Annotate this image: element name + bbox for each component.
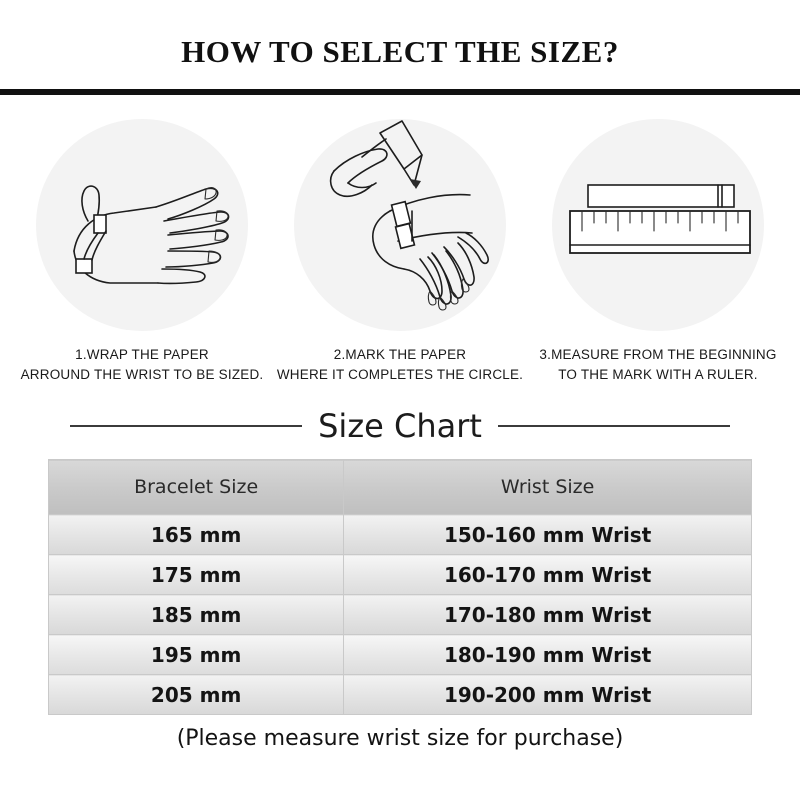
header xyxy=(0,0,800,95)
cell-bracelet-size: 195 mm xyxy=(49,635,344,675)
step-3 xyxy=(532,119,784,385)
hand-with-pen-marking-icon xyxy=(294,119,506,331)
steps-row xyxy=(0,95,800,385)
size-chart-table xyxy=(48,459,752,715)
cell-bracelet-size: 165 mm xyxy=(49,515,344,555)
hand-with-paper-strip-icon xyxy=(36,119,248,331)
cell-wrist-size: 180-190 mm Wrist xyxy=(344,635,752,675)
step-1-caption-line-1: 1.WRAP THE PAPER xyxy=(75,347,209,362)
step-2-caption xyxy=(277,345,523,385)
step-2-caption-line-1: 2.MARK THE PAPER xyxy=(333,347,467,362)
step-3-caption xyxy=(539,345,776,385)
cell-wrist-size: 150-160 mm Wrist xyxy=(344,515,752,555)
column-header-bracelet-size: Bracelet Size xyxy=(49,460,344,515)
table-row xyxy=(49,595,752,635)
table-header-row xyxy=(49,460,752,515)
step-2-caption-line-2: WHERE IT COMPLETES THE CIRCLE. xyxy=(276,367,524,382)
step-1-caption xyxy=(21,345,264,385)
heading-rule-right xyxy=(498,425,730,427)
cell-bracelet-size: 185 mm xyxy=(49,595,344,635)
step-3-caption-line-2: TO THE MARK WITH A RULER. xyxy=(558,367,758,382)
table-row xyxy=(49,675,752,715)
step-2 xyxy=(274,119,526,385)
column-header-wrist-size: Wrist Size xyxy=(344,460,752,515)
table-row xyxy=(49,515,752,555)
size-chart-title: Size Chart xyxy=(318,407,482,445)
size-chart-heading xyxy=(0,407,800,445)
step-1 xyxy=(16,119,268,385)
step-1-caption-line-2: ARROUND THE WRIST TO BE SIZED. xyxy=(20,367,264,382)
heading-rule-left xyxy=(70,425,302,427)
ruler-measuring-icon xyxy=(552,119,764,331)
cell-bracelet-size: 205 mm xyxy=(49,675,344,715)
table-row xyxy=(49,555,752,595)
cell-bracelet-size: 175 mm xyxy=(49,555,344,595)
step-3-caption-line-1: 3.MEASURE FROM THE BEGINNING xyxy=(539,347,777,362)
table-note: (Please measure wrist size for purchase) xyxy=(176,726,624,751)
cell-wrist-size: 170-180 mm Wrist xyxy=(344,595,752,635)
cell-wrist-size: 190-200 mm Wrist xyxy=(344,675,752,715)
table-row xyxy=(49,635,752,675)
page-title: HOW TO SELECT THE SIZE? xyxy=(181,34,619,69)
cell-wrist-size: 160-170 mm Wrist xyxy=(344,555,752,595)
size-chart-table-wrapper xyxy=(48,459,752,715)
